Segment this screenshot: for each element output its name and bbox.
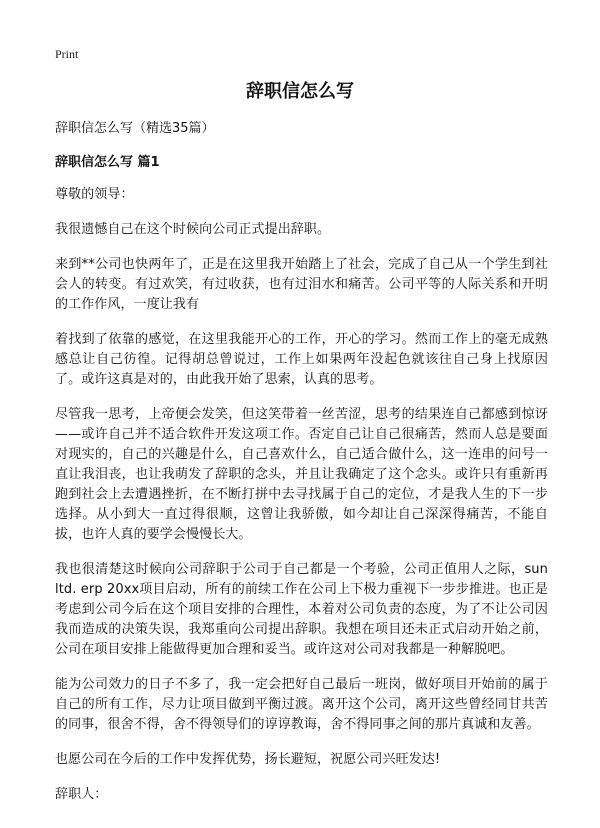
paragraph-7: 也愿公司在今后的工作中发挥优势，扬长避短，祝愿公司兴旺发达! [55, 752, 441, 767]
paragraph-3: 着找到了依靠的感觉，在这里我能开心的工作，开心的学习。然而工作上的毫无成熟感总让自己彷徨。记得胡总曾说过，工作上如果两年没起色就该往自己身上找原因了。或许这真是对的，由此我开始了思索，认真的思考。 [55, 332, 548, 387]
paragraph-2: 来到**公司也快两年了，正是在这里我开始踏上了社会，完成了自己从一个学生到社会人的转变。有过欢笑，有过收获，也有过泪水和痛苦。公司平等的人际关系和开明的工作作风，一度让我有 [55, 257, 548, 312]
paragraph-5: 我也很清楚这时候向公司辞职于公司于自己都是一个考验，公司正值用人之际，sun ltd. erp 20xx项目启动，所有的前续工作在公司上下极力重视下一步步推进。也正是考虑到公司今后在这个项目安排的合理性，本着对公司负责的态度，为了不让公司因我而造成的决策失误，我郑重向公司提出辞职。我想在项目还未正式启动开始之前，公司在项目安排上能做得更加合理和妥当。或许这对公司对我都是一种解脱吧。 [55, 562, 548, 657]
salutation: 尊敬的领导： [55, 187, 134, 202]
document-title: 辞职信怎么写 [246, 81, 354, 102]
paragraph-6: 能为公司效力的日子不多了，我一定会把好自己最后一班岗，做好项目开始前的属于自己的所有工作，尽力让项目做到平衡过渡。离开这个公司，离开这些曾经同甘共苦的同事，很舍不得，舍不得领导们的谆谆教诲，舍不得同事之间的那片真诚和友善。 [55, 677, 548, 732]
paragraph-4: 尽管我一思考，上帝便会发笑，但这笑带着一丝苦涩，思考的结果连自己都感到惊讶——或许自己并不适合软件开发这项工作。否定自己让自己很痛苦，然而人总是要面对现实的，自己的兴趣是什么，自己喜欢什么，自己适合做什么，这一连串的问号一直让我泪丧，也让我萌发了辞职的念头，并且让我确定了这个念头。或许只有重新再跑到社会上去遭遇挫折，在不断打拼中去寻找属于自己的定位，才是我人生的下一步选择。从小到大一直过得很顺，这曾让我骄傲，如今却让自己深深得痛苦，不能自拔，也许人真的要学会慢慢长大。 [55, 407, 548, 542]
print-link[interactable]: Print [55, 47, 79, 61]
document-body [55, 119, 548, 820]
article-heading: 辞职信怎么写 篇1 [55, 155, 160, 170]
signature-line: 辞职人： [55, 787, 108, 802]
document-subtitle: 辞职信怎么写（精选35篇） [55, 121, 215, 136]
paragraph-1: 我很遗憾自己在这个时候向公司正式提出辞职。 [55, 222, 331, 237]
